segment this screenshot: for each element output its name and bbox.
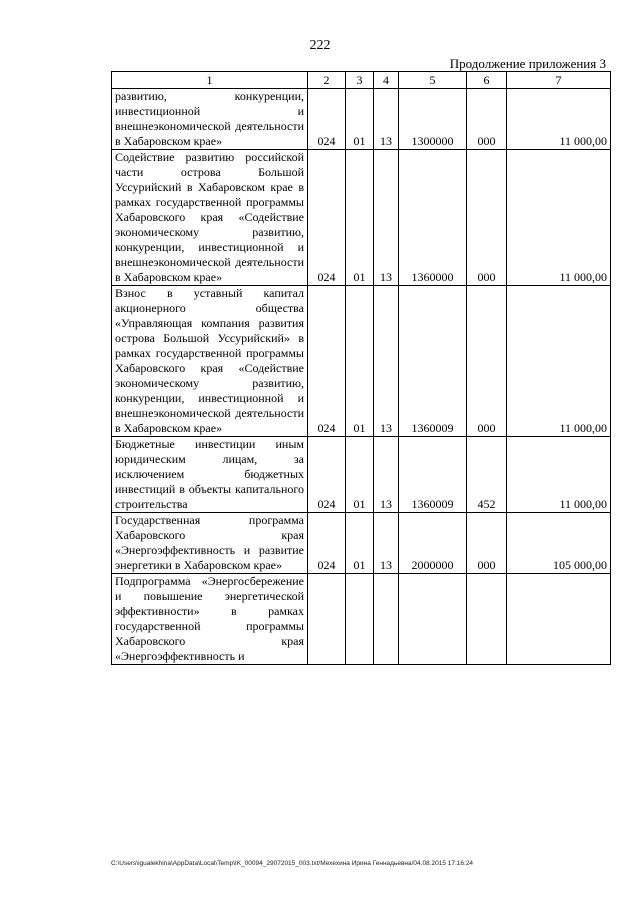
row-subsection: 13 <box>374 286 399 437</box>
header-cell: 2 <box>308 72 346 89</box>
row-subsection <box>374 574 399 665</box>
header-cell: 4 <box>374 72 399 89</box>
row-expense-type <box>467 574 507 665</box>
footer-path: C:\Users\igualekhina\AppData\Local\Temp\IK_00094_29072015_003.txt/Мехехина Ирина Геннадьевна/04.08.2015 17:16:24 <box>111 860 474 867</box>
row-ministry: 024 <box>308 513 346 574</box>
row-section: 01 <box>346 437 374 513</box>
row-subsection: 13 <box>374 150 399 286</box>
table-row <box>112 89 611 150</box>
table-header-row <box>112 72 611 89</box>
row-section: 01 <box>346 513 374 574</box>
header-cell: 7 <box>507 72 611 89</box>
row-section: 01 <box>346 286 374 437</box>
row-expense-type: 452 <box>467 437 507 513</box>
row-target: 2000000 <box>399 513 467 574</box>
row-target: 1300000 <box>399 89 467 150</box>
header-cell: 5 <box>399 72 467 89</box>
row-amount: 11 000,00 <box>507 150 611 286</box>
row-subsection: 13 <box>374 437 399 513</box>
row-amount: 11 000,00 <box>507 437 611 513</box>
row-target: 1360000 <box>399 150 467 286</box>
page-number: 222 <box>309 38 331 53</box>
row-ministry: 024 <box>308 437 346 513</box>
row-description: Содействие развитию российской части острова Большой Уссурийский в Хабаровском крае в рамках государственной программы Хабаровского края «Содействие экономическому развитию, конкуренции, инвестиционной и внешнеэкономической деятельности в Хабаровском крае» <box>112 150 308 286</box>
row-expense-type: 000 <box>467 150 507 286</box>
row-expense-type: 000 <box>467 89 507 150</box>
table-row <box>112 286 611 437</box>
row-description: развитию, конкуренции, инвестиционной и внешнеэкономической деятельности в Хабаровском крае» <box>112 89 308 150</box>
row-description: Государственная программа Хабаровского края «Энергоэффективность и развитие энергетики в Хабаровском крае» <box>112 513 308 574</box>
row-amount: 11 000,00 <box>507 286 611 437</box>
row-description: Взнос в уставный капитал акционерного общества «Управляющая компания развития острова Большой Уссурийский» в рамках государственной программы Хабаровского края «Содействие экономическому развитию, конкуренции, инвестиционной и внешнеэкономической деятельности в Хабаровском крае» <box>112 286 308 437</box>
continuation-note: Продолжение приложения 3 <box>449 56 606 71</box>
row-subsection: 13 <box>374 89 399 150</box>
row-description: Подпрограмма «Энергосбережение и повышение энергетической эффективности» в рамках государственной программы Хабаровского края «Энергоэффективность и <box>112 574 308 665</box>
row-amount: 105 000,00 <box>507 513 611 574</box>
row-target: 1360009 <box>399 437 467 513</box>
row-section: 01 <box>346 89 374 150</box>
row-section <box>346 574 374 665</box>
table-row <box>112 150 611 286</box>
row-ministry: 024 <box>308 150 346 286</box>
row-expense-type: 000 <box>467 513 507 574</box>
row-amount <box>507 574 611 665</box>
row-ministry: 024 <box>308 89 346 150</box>
header-cell: 6 <box>467 72 507 89</box>
row-subsection: 13 <box>374 513 399 574</box>
budget-table <box>111 71 611 665</box>
row-target: 1360009 <box>399 286 467 437</box>
row-amount: 11 000,00 <box>507 89 611 150</box>
row-description: Бюджетные инвестиции иным юридическим лицам, за исключением бюджетных инвестиций в объекты капитального строительства <box>112 437 308 513</box>
table-row <box>112 513 611 574</box>
row-section: 01 <box>346 150 374 286</box>
row-ministry: 024 <box>308 286 346 437</box>
table-row <box>112 574 611 665</box>
row-expense-type: 000 <box>467 286 507 437</box>
header-cell: 1 <box>112 72 308 89</box>
row-target <box>399 574 467 665</box>
row-ministry <box>308 574 346 665</box>
table-row <box>112 437 611 513</box>
header-cell: 3 <box>346 72 374 89</box>
